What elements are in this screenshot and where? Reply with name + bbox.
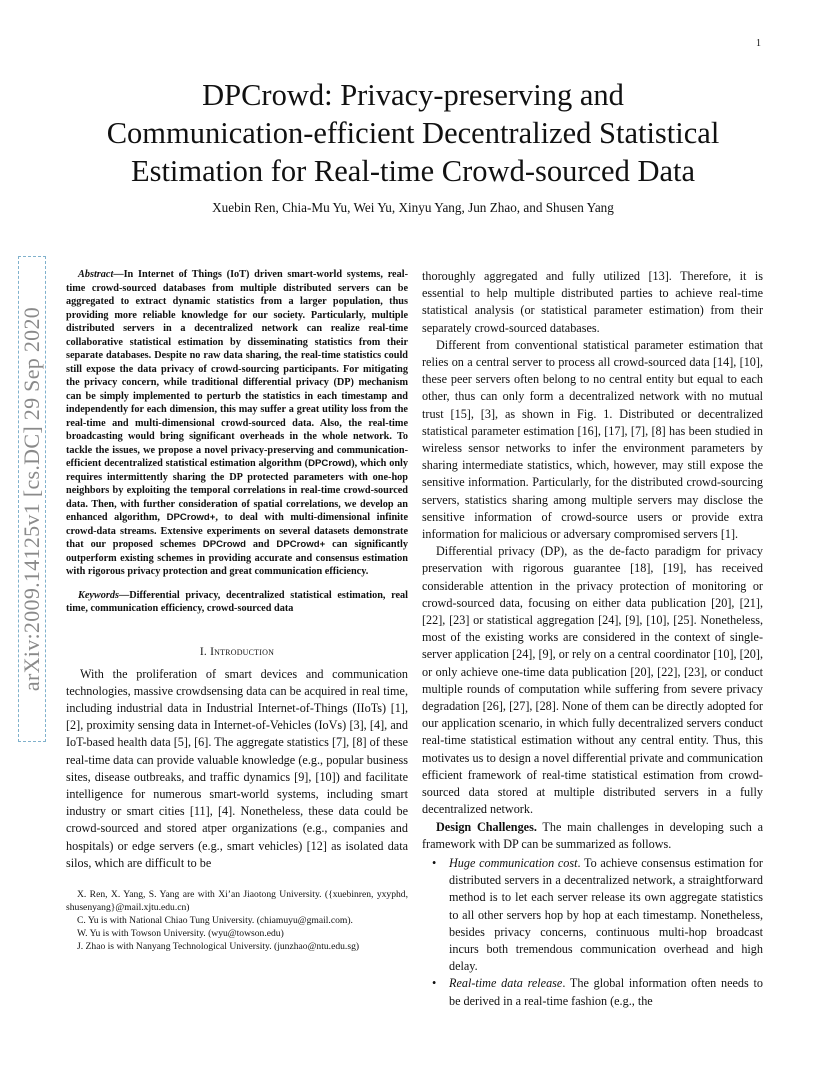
- abstract-text: can significantly outperform existing schemes in providing accurate and consensus estimation with rigorous privacy protection and great communication efficiency.: [66, 539, 408, 577]
- abstract-text: —In Internet of Things (IoT) driven smart-world systems, real-time crowd-sourced databases from multiple distributed servers can be aggregated to extract dynamic statistics from a larger population, thus providing more reliable knowledge for our society. Particularly, multiple distributed servers in a decentralized network can realize real-time collaborative statistical estimation by disseminating statistics from their separate databases. Despite no raw data sharing, the real-time statistics could still expose the data privacy of crowd-sourcing participants. For mitigating the privacy concern, while traditional differential privacy (DP) mechanism can be simply implemented to perturb the statistics in each timestamp and independently for each dimension, this may suffer a great utility loss from the real-time and multi-dimensional crowd-sourced data. Also, the real-time broadcasting would bring significant overheads in the whole network. To tackle the issues, we propose a novel privacy-preserving and communication-efficient decentralized statistical estimation algorithm (: [66, 269, 408, 469]
- title-line: DPCrowd: Privacy-preserving and: [202, 78, 624, 112]
- footnote: C. Yu is with National Chiao Tung University. (chiamuyu@gmail.com).: [77, 914, 353, 926]
- author-list: Xuebin Ren, Chia-Mu Yu, Wei Yu, Xinyu Yang, Jun Zhao, and Shusen Yang: [212, 200, 614, 215]
- challenge-title: Real-time data release: [449, 976, 563, 991]
- title-line: Communication-efficient Decentralized Statistical: [106, 116, 720, 150]
- arxiv-stamp: [18, 256, 46, 742]
- section-heading: I. Introduction: [199, 645, 275, 658]
- abstract-text: , to deal with multi-dimensional infinite crowd-data streams. Extensive experiments on several datasets demonstrate that our proposed schemes: [66, 512, 408, 550]
- challenge-item: [422, 855, 763, 975]
- challenge-list: [422, 855, 763, 1010]
- abstract-label: Abstract: [78, 269, 114, 280]
- algorithm-name: DPCrowd+: [276, 539, 326, 550]
- keywords-text: —Differential privacy, decentralized statistical estimation, real time, communication efficiency, crowd-sourced data: [66, 589, 408, 614]
- body-paragraph: Different from conventional statistical parameter estimation that relies on a central server to process all crowd-sourced data [14], [10], these peer servers often belong to no central entity but equal to each other, thus can only form a decentralized network with no mutual trust [15], [3], as shown in Fig. 1. Distributed or decentralized statistical parameter estimation [16], [17], [7], [8] has been studied in wireless sensor networks to infer the environment parameters by sharing intermediate statistics, which, however, may still expose the sensitive information. Particularly, for the distributed crowd-sourcing servers, statistics sharing among multiple servers may disclose the sensitive information of crowd-source users or provide extra information for malicious or adversary compromised servers [1].: [422, 337, 763, 542]
- algorithm-name: DPCrowd: [202, 539, 246, 550]
- bullet-icon: •: [432, 976, 437, 991]
- abstract-text: and: [245, 539, 277, 550]
- left-column: [66, 268, 408, 953]
- challenge-item: [422, 975, 763, 1009]
- algorithm-name: DPCrowd: [308, 458, 352, 469]
- challenge-text: . The global information often needs to be derived in a real-time fashion (e.g., the: [449, 976, 763, 1008]
- page-number: 1: [756, 38, 761, 49]
- footnote: W. Yu is with Towson University. (wyu@towson.edu): [77, 927, 284, 939]
- footnote: X. Ren, X. Yang, S. Yang are with Xi’an Jiaotong University. ({xuebinren, yxyphd, shusenyang}@mail.xjtu.edu.cn): [66, 888, 408, 913]
- paper-title: [60, 76, 766, 190]
- design-challenges-text: The main challenges in developing such a framework with DP can be summarized as follows.: [422, 819, 763, 851]
- arxiv-identifier: arXiv:2009.14125v1 [cs.DC] 29 Sep 2020: [19, 306, 44, 692]
- challenge-title: Huge communication cost: [449, 855, 578, 870]
- body-paragraph: Differential privacy (DP), as the de-facto paradigm for privacy preservation with rigorous guarantee [18], [19], has received considerable attention in the privacy protection of monitoring or crowd-sourced data, focusing on either data publication [20], [21], [22], [23] or statistical aggregation [24], [9], [10], [25]. Nonetheless, most of the existing works are considered in the context of single-server application [24], [9], or rely on a central coordinator [10], [20], or only achieve one-time data publication [20], [22], [23], or conduct multiple rounds of computation while suffering from severe privacy degradation [26], [27], [28]. None of them can be directly adopted for our application scenario, in which fully decentralized servers conduct real-time statistical estimation without any central entity. Thus, this motivates us to design a novel differential private and communication efficient framework of real-time statistical estimation from crowd-sourced data stored at multiple distributed servers in a fully decentralized network.: [422, 544, 763, 817]
- bullet-icon: •: [432, 855, 437, 870]
- abstract-text: ), which only requires intermittently sharing the DP protected parameters with one-hop neighbors by exploiting the temporal correlations in real-time crowd-sourced data. Then, with further consideration of spatial correlations, we develop an enhanced algorithm,: [66, 458, 408, 523]
- author-footnotes: [66, 888, 408, 953]
- algorithm-name: DPCrowd+: [166, 512, 216, 523]
- design-challenges-label: Design Challenges.: [436, 819, 537, 834]
- keywords: [66, 589, 408, 616]
- keywords-label: Keywords: [78, 589, 119, 601]
- challenge-text: . To achieve consensus estimation for distributed servers in a decentralized network, a straightforward method is to let each server release its own aggregate statistics to all other servers hop by hop at each timestamp. Nonetheless, besides privacy concerns, continuous multi-hop broadcast incurs both tremendous communication overhead and high delay.: [449, 855, 763, 974]
- footnote: J. Zhao is with Nanyang Technological University. (junzhao@ntu.edu.sg): [77, 940, 360, 952]
- intro-paragraph: With the proliferation of smart devices and communication technologies, massive crowdsensing data can be acquired in real time, including industrial data in Industrial Internet-of-Things (IIoTs) [1], [2], proximity sensing data in Internet-of-Vehicles (IoVs) [3], [4], and IoT-based health data [5], [6]. The aggregate statistics [7], [8] of these real-time data can provide valuable knowledge (e.g., popular business sites, disease outbreaks, and traffic dynamics [9], [10]) and facilitate intelligence for numerous smart-world systems, including smart industry or smart cities [11], [4]. Nonetheless, these data could be crowd-sourced and stored atper organizations (e.g., companies and hospitals) or edge servers (e.g., smart vehicles) [12] as isolated data silos, which are difficult to be: [66, 666, 408, 870]
- right-column: [422, 268, 763, 1010]
- design-challenges-paragraph: [422, 819, 763, 853]
- abstract: [66, 268, 408, 579]
- body-paragraph: thoroughly aggregated and fully utilized [13]. Therefore, it is essential to help multiple distributed parties to achieve real-time statistical analysis (or statistical parameter estimation) from their separately crowd-sourced databases.: [422, 269, 763, 335]
- title-line: Estimation for Real-time Crowd-sourced Data: [130, 154, 696, 188]
